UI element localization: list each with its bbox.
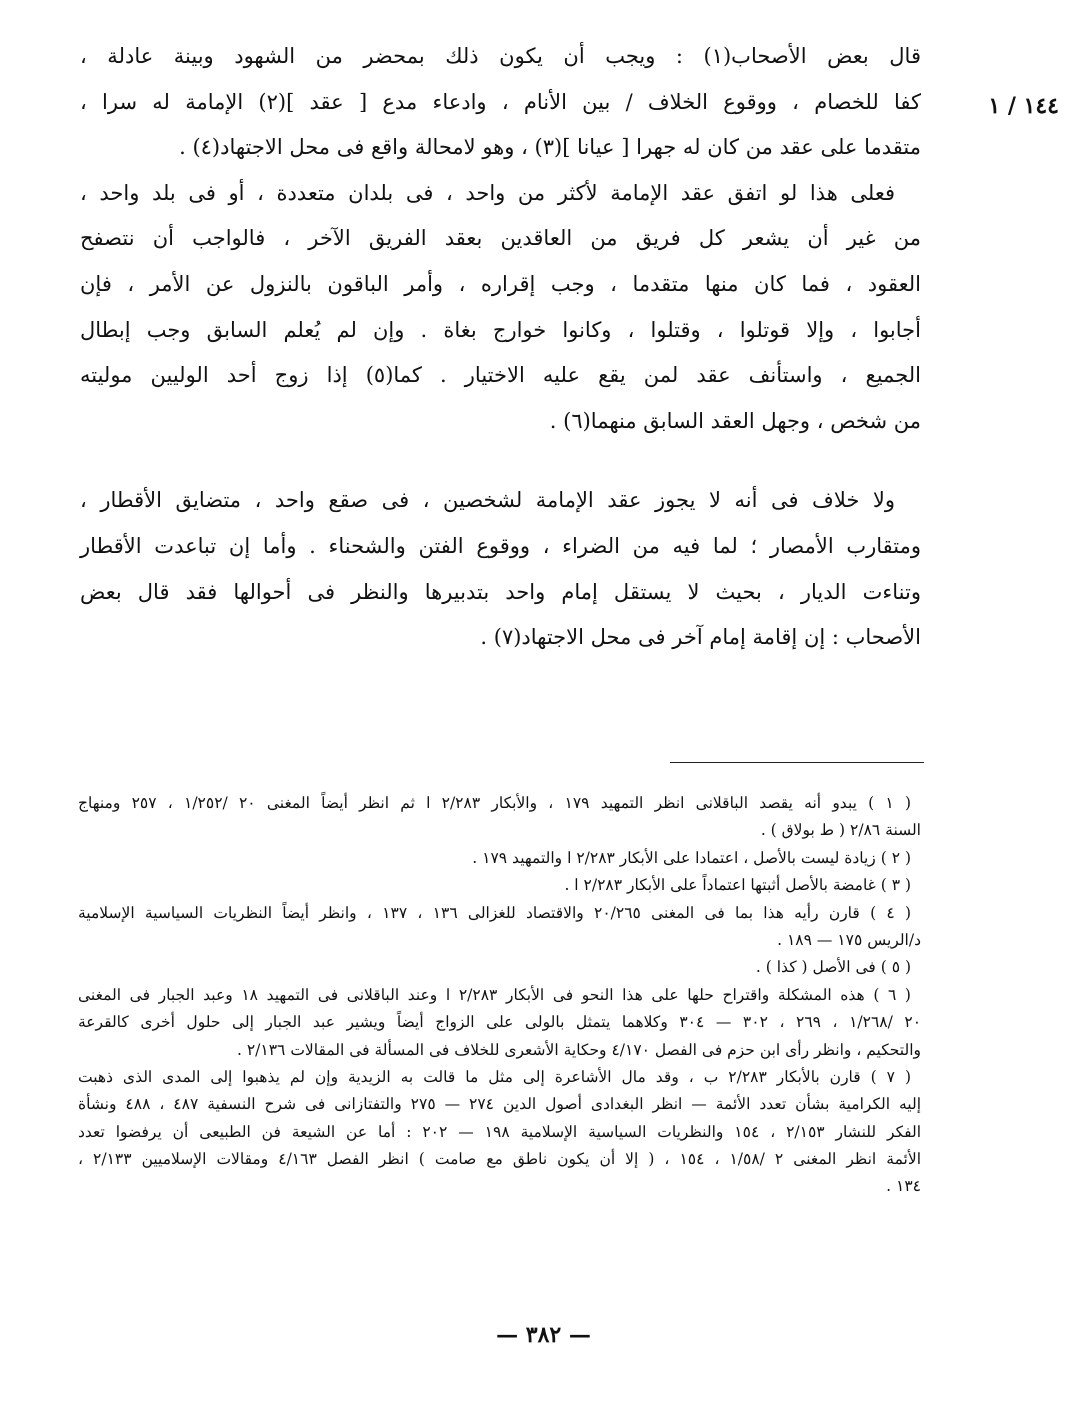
body-line: متقدما على عقد من كان له جهرا [ عيانا ](٣) ، وهو لامحالة واقع فى محل الاجتهاد(٤) . [179,135,921,160]
footnote-line: ( ٢ ) زيادة ليست بالأصل ، اعتمادا على الأبكار ٢/٢٨٣ ا والتمهيد ١٧٩ . [472,848,911,867]
footnote-4 [78,900,921,955]
body-text [80,34,921,661]
footnote-line: والتحكيم ، وانظر رأى ابن حزم فى الفصل ٤/١٧٠ وحكاية الأشعرى للخلاف فى المسألة فى المقالات ٢/١٣٦ . [237,1040,921,1059]
body-line: وتناءت الديار ، بحيث لا يستقل إمام واحد بتدبيرها والنظر فى أحوالها فقد قال بعض [80,579,921,604]
manuscript-folio-marker: ١٤٤ / ١ [988,93,1059,119]
footnote-line: ( ٧ ) قارن بالأبكار ٢/٢٨٣ ب ، وقد مال الأشاعرة إلى مثل ما قالت به الزيدية وإن لم يذهبوا إلى المدى الذى ذهبت [78,1067,911,1086]
footnote-line: ( ٣ ) غامضة بالأصل أثبتها اعتماداً على الأبكار ٢/٢٨٣ ا . [564,876,911,895]
body-line: فعلى هذا لو اتفق عقد الإمامة لأكثر من واحد ، فى بلدان متعددة ، أو فى بلد واحد ، [80,180,895,205]
footnote-line: ( ١ ) يبدو أنه يقصد الباقلانى انظر التمهيد ١٧٩ ، والأبكار ٢/٢٨٣ ا ثم انظر أيضاً المغنى ٢٠ /١/٢٥٢ ، ٢٥٧ ومنهاج [78,794,912,812]
footnote-6 [78,982,921,1064]
footnote-line: إليه الكرامية بشأن تعدد الأئمة — انظر البغدادى أصول الدين ٢٧٤ — ٢٧٥ والتفتازانى فى شرح النسفية ٤٨٧ ، ٤٨٨ ونشأة [78,1095,922,1114]
footnote-5 [78,954,921,981]
footnote-1 [78,790,921,845]
body-line: الجميع ، واستأنف عقد لمن يقع عليه الاختيار . كما(٥) إذا زوج أحد الوليين موليته [80,363,921,388]
footnote-line: ( ٤ ) قارن رأيه هذا بما فى المغنى ٢٠/٢٦٥ والاقتصاد للغزالى ١٣٦ ، ١٣٧ ، وانظر أيضاً النظريات السياسية الإسلامية [78,903,912,922]
footnote-3 [78,872,921,899]
footnote-line: الفكر للنشار ٢/١٥٣ ، ١٥٤ والنظريات السياسية الإسلامية ١٩٨ — ٢٠٢ : أما عن الشيعة فن الطبيعى أن يرفضوا تعدد [78,1122,922,1141]
paragraph-1 [80,34,921,171]
body-line: من شخص ، وجهل العقد السابق منهما(٦) . [549,408,921,433]
footnote-line: د/الريس ١٧٥ — ١٨٩ . [777,930,921,949]
footnote-line: ١٣٤ . [886,1177,921,1196]
paragraph-3 [80,478,921,660]
paragraph-2 [80,171,921,445]
body-line: العقود ، فما كان منها متقدما ، وجب إقراره ، وأمر الباقون بالنزول عن الأمر ، فإن [80,271,921,296]
footnote-line: ( ٥ ) فى الأصل ( كذا ) . [755,958,911,977]
footnote-line: الأئمة انظر المغنى ٢ /١/٥٨ ، ١٥٤ ، ( إلا أن يكون ناطق مع صامت ) انظر الفصل ٤/١٦٣ ومقالات الإسلاميين ٢/١٣٣ ، [78,1150,921,1169]
body-line: الأصحاب : إن إقامة إمام آخر فى محل الاجتهاد(٧) . [480,625,921,650]
footnotes [78,790,921,1201]
body-line: ومتقارب الأمصار ؛ لما فيه من الضراء ، ووقوع الفتن والشحناء . وأما إن تباعدت الأقطار [80,533,921,558]
body-line: ولا خلاف فى أنه لا يجوز عقد الإمامة لشخصين ، فى صقع واحد ، متضايق الأقطار ، [80,488,895,513]
footnote-7 [78,1064,921,1201]
footnote-2 [78,845,921,872]
page-number: — ٣٨٢ — [496,1322,591,1348]
footnote-line: السنة ٢/٨٦ ( ط بولاق ) . [760,821,921,840]
footnote-line: ٢٠ /١/٢٦٨ ، ٢٦٩ ، ٣٠٢ — ٣٠٤ وكلاهما يتمثل بالولى على الزواج أيضاً ويشير عبد الجبار إلى حلول أخرى كالقرعة [78,1013,922,1032]
paragraph-gap [80,444,921,478]
footnote-line: ( ٦ ) هذه المشكلة واقتراح حلها على هذا النحو فى الأبكار ٢/٢٨٣ ا وعند الباقلانى فى التمهيد ١٨ وعبد الجبار فى المغنى [78,985,911,1004]
body-line: كفا للخصام ، ووقوع الخلاف / بين الأنام ، وادعاء مدع [ عقد ](٢) الإمامة له سرا ، [80,89,921,114]
footnote-separator [670,762,924,763]
body-line: قال بعض الأصحاب(١) : ويجب أن يكون ذلك بمحضر من الشهود وبينة عادلة ، [80,44,921,68]
body-line: من غير أن يشعر كل فريق من العاقدين بعقد الفريق الآخر ، فالواجب أن نتصفح [80,226,921,251]
body-line: أجابوا ، وإلا قوتلوا ، وقتلوا ، وكانوا خوارج بغاة . وإن لم يُعلم السابق وجب إبطال [80,317,921,342]
